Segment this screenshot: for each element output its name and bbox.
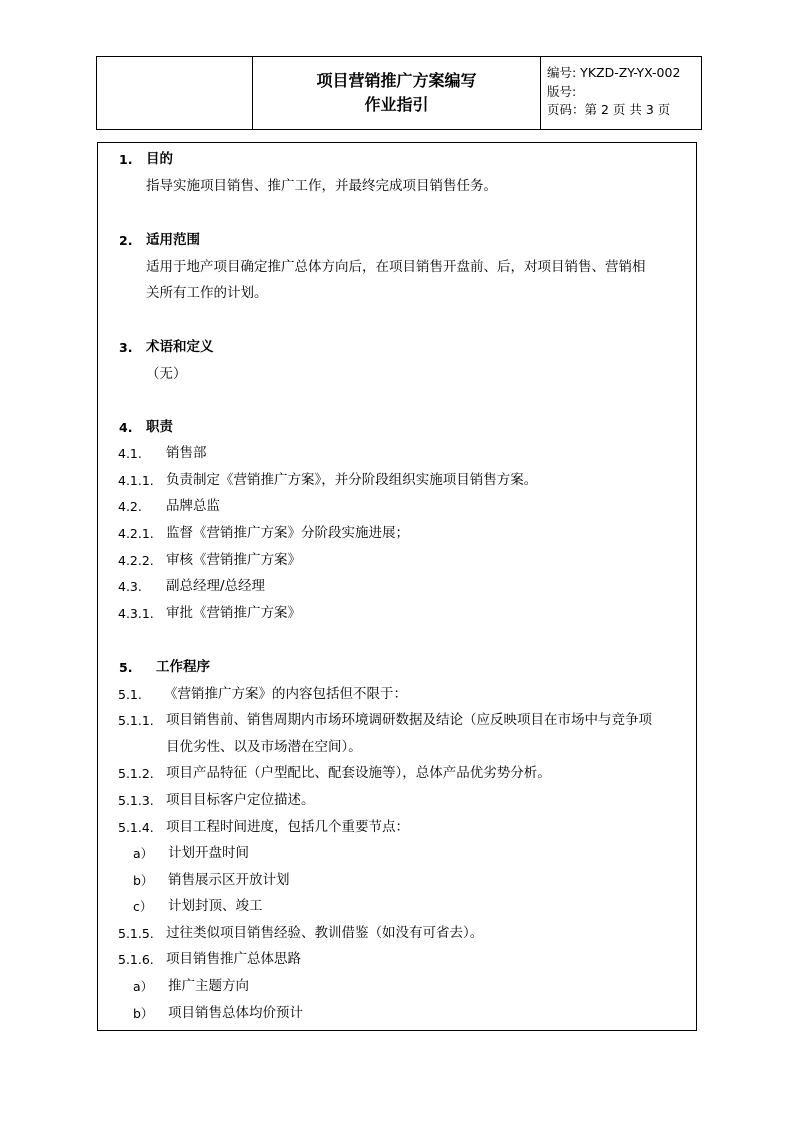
section-title: 术语和定义 — [146, 339, 214, 355]
item-number: 4.2.2. — [118, 553, 154, 568]
sub-item-letter: b） — [133, 873, 154, 888]
item-number: 5.1.2. — [118, 766, 154, 781]
logo-cell — [97, 57, 253, 129]
item-number: 4.1. — [118, 446, 142, 461]
title-line-2: 作业指引 — [364, 95, 429, 114]
item-number: 4.2.1. — [118, 526, 154, 541]
item-number: 5.1. — [118, 687, 142, 702]
item-number: 5.1.4. — [118, 820, 154, 835]
item-text: 项目销售推广总体思路 — [166, 951, 301, 967]
sub-item-text: 计划封顶、竣工 — [168, 898, 263, 914]
item-number: 4.3. — [118, 579, 142, 594]
item-text: 审核《营销推广方案》 — [166, 552, 301, 568]
item-text: 项目销售前、销售周期内市场环境调研数据及结论（应反映项目在市场中与竞争项 — [166, 712, 652, 728]
item-text: 监督《营销推广方案》分阶段实施进展； — [166, 525, 409, 541]
item-text: 过往类似项目销售经验、教训借鉴（如没有可省去）。 — [166, 925, 484, 941]
sub-item-letter: c） — [133, 899, 153, 914]
item-text: 副总经理/总经理 — [166, 578, 266, 594]
sub-item-letter: a） — [133, 846, 154, 861]
item-number: 4.2. — [118, 499, 142, 514]
item-text: 《营销推广方案》的内容包括但不限于： — [164, 686, 407, 702]
section-title: 目的 — [146, 151, 173, 167]
page-indicator: 页码：第 2 页 共 3 页 — [547, 102, 671, 117]
document-code: 编号: YKZD-ZY-YX-002 — [547, 65, 681, 80]
document-title — [253, 57, 541, 129]
section-number: 5. — [119, 660, 133, 675]
item-text: 目优劣性、以及市场潜在空间）。 — [166, 739, 362, 755]
section-text: 指导实施项目销售、推广工作，并最终完成项目销售任务。 — [146, 178, 497, 194]
item-number: 5.1.5. — [118, 926, 154, 941]
item-text: 负责制定《营销推广方案》，并分阶段组织实施项目销售方案。 — [166, 472, 538, 488]
section-title: 职责 — [146, 419, 173, 435]
document-version: 版号: — [547, 83, 577, 99]
item-text: 审批《营销推广方案》 — [166, 605, 301, 621]
sub-item-text: 项目销售总体均价预计 — [168, 1005, 303, 1021]
section-number: 2. — [119, 233, 133, 248]
item-text: 项目产品特征（户型配比、配套设施等），总体产品优劣势分析。 — [166, 765, 551, 781]
title-line-1: 项目营销推广方案编写 — [316, 71, 477, 90]
sub-item-text: 推广主题方向 — [168, 978, 249, 994]
item-number: 5.1.6. — [118, 952, 154, 967]
sub-item-text: 计划开盘时间 — [168, 845, 249, 861]
document-header — [96, 56, 702, 130]
item-number: 4.3.1. — [118, 606, 154, 621]
section-text: 适用于地产项目确定推广总体方向后，在项目销售开盘前、后，对项目销售、营销相 — [146, 259, 646, 275]
item-text: 品牌总监 — [166, 498, 220, 514]
sub-item-text: 销售展示区开放计划 — [168, 872, 290, 888]
section-number: 1. — [119, 152, 133, 167]
item-text: 项目工程时间进度，包括几个重要节点： — [166, 819, 409, 835]
item-text: 销售部 — [166, 445, 207, 461]
section-text: 关所有工作的计划。 — [146, 285, 268, 301]
sub-item-letter: a） — [133, 979, 154, 994]
item-text: 项目目标客户定位描述。 — [166, 792, 315, 808]
sub-item-letter: b） — [133, 1006, 154, 1021]
section-title: 适用范围 — [146, 232, 200, 248]
section-number: 4. — [119, 420, 133, 435]
document-meta — [541, 57, 701, 129]
item-number: 4.1.1. — [118, 473, 154, 488]
section-number: 3. — [119, 340, 133, 355]
item-number: 5.1.3. — [118, 793, 154, 808]
item-number: 5.1.1. — [118, 713, 154, 728]
section-title: 工作程序 — [156, 659, 210, 675]
section-text: （无） — [146, 366, 187, 382]
